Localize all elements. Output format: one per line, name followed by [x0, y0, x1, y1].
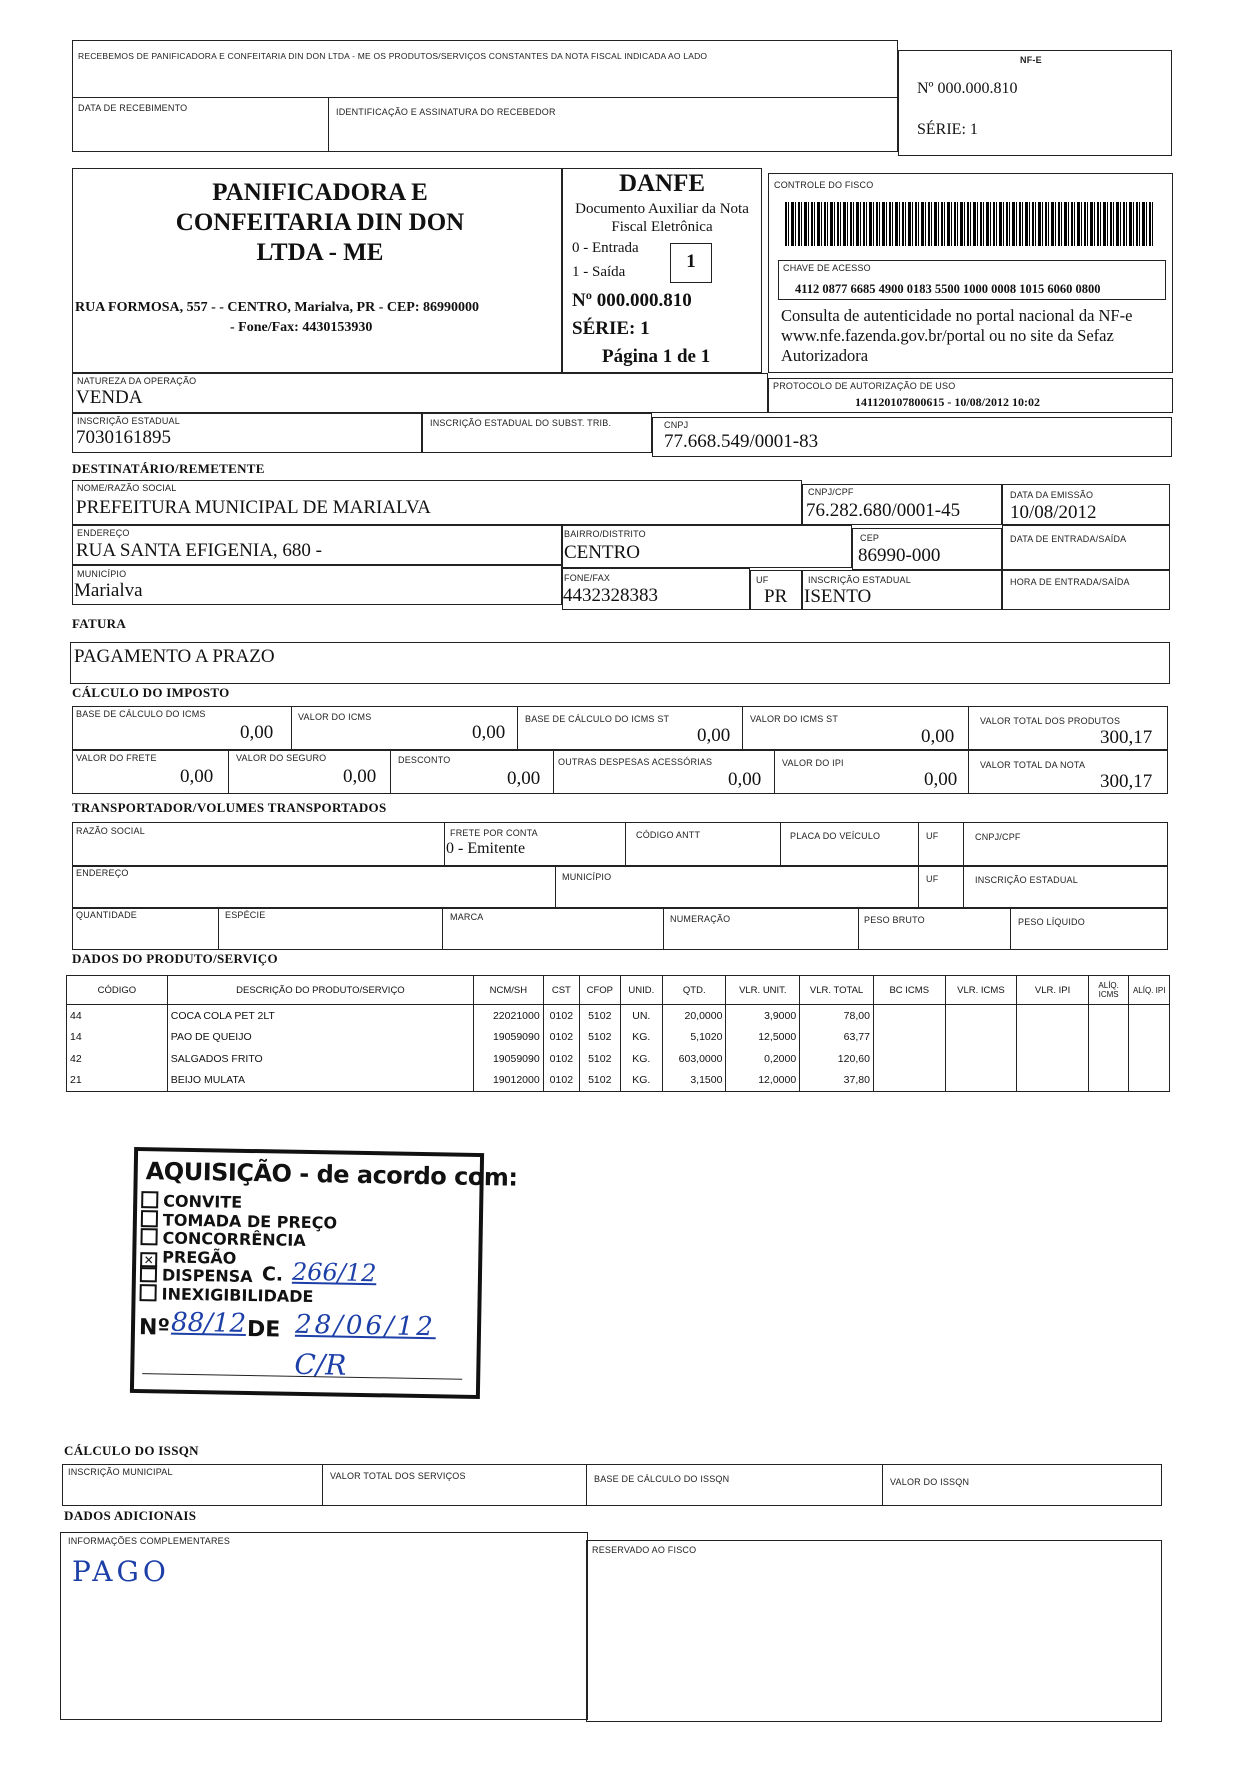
product-cell: BEIJO MULATA	[167, 1070, 473, 1092]
transp-row1-box	[72, 822, 1168, 866]
fatura-value: PAGAMENTO A PRAZO	[74, 646, 275, 667]
reservado-label: RESERVADO AO FISCO	[592, 1545, 697, 1555]
issqn-im-label: INSCRIÇÃO MUNICIPAL	[68, 1467, 173, 1477]
protocolo-value: 141120107800615 - 10/08/2012 10:02	[855, 395, 1040, 409]
imposto-label: BASE DE CÁLCULO DO ICMS ST	[525, 714, 670, 724]
product-cell: 21	[67, 1070, 168, 1092]
dest-uf-value: PR	[764, 586, 788, 607]
info-label: INFORMAÇÕES COMPLEMENTARES	[68, 1536, 231, 1546]
stamp-option-label: TOMADA DE PREÇO	[162, 1209, 338, 1233]
checkbox-icon	[140, 1265, 157, 1282]
issqn-sep	[882, 1464, 883, 1506]
transp-frete-label: FRETE POR CONTA	[450, 828, 538, 838]
imposto-label: BASE DE CÁLCULO DO ICMS	[76, 709, 206, 719]
natureza-label: NATUREZA DA OPERAÇÃO	[77, 376, 197, 386]
product-cell: 5102	[580, 1048, 621, 1070]
dest-ie-value: ISENTO	[804, 586, 872, 607]
transp-row2-box	[72, 866, 1168, 908]
product-cell: 0102	[543, 1070, 579, 1092]
protocolo-label: PROTOCOLO DE AUTORIZAÇÃO DE USO	[773, 381, 956, 391]
dest-bairro-value: CENTRO	[564, 542, 640, 563]
danfe-serie: SÉRIE: 1	[572, 318, 650, 339]
canhoto-receipt-text: RECEBEMOS DE PANIFICADORA E CONFEITARIA DIN DON LTDA - ME OS PRODUTOS/SERVIÇOS CONSTANTES DA NOTA FISCAL INDICADA AO LADO	[78, 51, 708, 61]
imposto-label: DESCONTO	[398, 755, 451, 765]
danfe-numero: Nº 000.000.810	[572, 290, 692, 311]
dest-fone-label: FONE/FAX	[564, 573, 611, 583]
barcode-icon	[785, 202, 1155, 246]
col-header-vlr-total: VLR. TOTAL	[800, 976, 874, 1005]
checked-box-icon: ✕	[140, 1252, 157, 1269]
transp-uf-label: UF	[926, 831, 939, 841]
col-header-vlr-unit: VLR. UNIT.	[726, 976, 800, 1005]
transp-endereco-label: ENDEREÇO	[76, 868, 129, 878]
imposto-label: VALOR DO ICMS ST	[750, 714, 839, 724]
dest-ie-label: INSCRIÇÃO ESTADUAL	[808, 575, 911, 585]
stamp-no-label: Nº	[138, 1315, 171, 1341]
transp-frete-value: 0 - Emitente	[446, 840, 526, 857]
col-header-codigo: CÓDIGO	[67, 976, 168, 1005]
product-cell: 22021000	[474, 1005, 544, 1027]
transportador-section-title: TRANSPORTADOR/VOLUMES TRANSPORTADOS	[72, 800, 387, 815]
imposto-row1-sep	[291, 706, 292, 750]
product-cell: 0102	[543, 1048, 579, 1070]
col-header-qtd: QTD.	[663, 976, 726, 1005]
imposto-row2-sep	[774, 750, 775, 794]
imposto-value: 0,00	[507, 768, 541, 789]
transp-sep	[442, 908, 443, 950]
dest-entrada-saida-label: DATA DE ENTRADA/SAÍDA	[1010, 534, 1127, 544]
danfe-saida: 1 - Saída	[572, 264, 626, 280]
issqn-sep	[322, 1464, 323, 1506]
identificacao-recebedor-label: IDENTIFICAÇÃO E ASSINATURA DO RECEBEDOR	[336, 107, 556, 117]
issqn-valor-label: VALOR DO ISSQN	[890, 1477, 970, 1487]
transp-uf2-label: UF	[926, 874, 939, 884]
product-cell	[945, 1048, 1017, 1070]
cnpj-emit-label: CNPJ	[664, 420, 689, 430]
dest-fone-value: 4432328383	[563, 585, 658, 606]
product-cell: 0102	[543, 1027, 579, 1049]
dest-entrada-saida-box	[1002, 525, 1170, 570]
imposto-value: 0,00	[921, 726, 955, 747]
product-cell	[945, 1027, 1017, 1049]
imposto-row1-box	[72, 706, 1168, 750]
transp-sep	[918, 822, 919, 866]
issqn-section-title: CÁLCULO DO ISSQN	[64, 1443, 199, 1458]
ie-value: 7030161895	[76, 427, 171, 448]
product-cell: 0,2000	[726, 1048, 800, 1070]
transp-quantidade-label: QUANTIDADE	[76, 910, 138, 920]
transp-sep	[218, 908, 219, 950]
danfe-titulo: DANFE	[618, 170, 706, 197]
canhoto-vdivider	[328, 97, 329, 152]
product-cell: 0102	[543, 1005, 579, 1027]
transp-sep	[963, 866, 964, 908]
imposto-row1-sep	[742, 706, 743, 750]
dest-municipio-value: Marialva	[74, 580, 143, 601]
stamp-title: AQUISIÇÃO - de acordo com:	[145, 1157, 518, 1192]
transp-sep	[555, 866, 556, 908]
product-cell: 20,0000	[663, 1005, 726, 1027]
emitente-endereco: RUA FORMOSA, 557 - - CENTRO, Marialva, PR - CEP: 86990000	[75, 300, 480, 315]
product-cell	[873, 1027, 945, 1049]
imposto-value: 0,00	[697, 725, 731, 746]
transp-sep	[780, 822, 781, 866]
fatura-section-title: FATURA	[72, 616, 127, 631]
imposto-label: VALOR TOTAL DA NOTA	[980, 760, 1086, 770]
transp-especie-label: ESPÉCIE	[225, 910, 266, 920]
product-cell	[945, 1005, 1017, 1027]
danfe-tipo: 1	[686, 251, 696, 272]
product-row	[67, 1027, 1170, 1049]
transp-razao-label: RAZÃO SOCIAL	[76, 826, 145, 836]
dest-cnpj-value: 76.282.680/0001-45	[806, 500, 961, 521]
product-cell: 78,00	[800, 1005, 874, 1027]
dest-cep-value: 86990-000	[858, 545, 941, 566]
col-header-vlr-icms: VLR. ICMS	[945, 976, 1017, 1005]
product-cell: PAO DE QUEIJO	[167, 1027, 473, 1049]
product-cell	[1017, 1027, 1089, 1049]
stamp-option	[141, 1191, 242, 1212]
dest-nome-value: PREFEITURA MUNICIPAL DE MARIALVA	[76, 497, 431, 518]
imposto-label: VALOR TOTAL DOS PRODUTOS	[980, 716, 1121, 726]
transp-sep	[625, 822, 626, 866]
issqn-base-label: BASE DE CÁLCULO DO ISSQN	[594, 1474, 730, 1484]
product-cell	[873, 1005, 945, 1027]
transp-sep	[858, 908, 859, 950]
product-cell: SALGADOS FRITO	[167, 1048, 473, 1070]
dest-municipio-box	[72, 565, 562, 605]
product-cell	[945, 1070, 1017, 1092]
product-cell	[1088, 1027, 1129, 1049]
product-cell	[1129, 1027, 1170, 1049]
imposto-label: OUTRAS DESPESAS ACESSÓRIAS	[558, 757, 713, 767]
transp-placa-label: PLACA DO VEÍCULO	[790, 831, 881, 841]
imposto-label: VALOR DO FRETE	[76, 753, 157, 763]
product-cell: 5102	[580, 1005, 621, 1027]
chave-acesso: 4112 0877 6685 4900 0183 5500 1000 0008 1015 6060 0800	[795, 282, 1101, 296]
imposto-value: 0,00	[728, 769, 762, 790]
reservado-box	[586, 1540, 1162, 1722]
imposto-label: VALOR DO ICMS	[298, 712, 372, 722]
product-cell	[1088, 1048, 1129, 1070]
product-cell	[873, 1070, 945, 1092]
natureza-value: VENDA	[76, 387, 143, 408]
imposto-value: 0,00	[472, 722, 506, 743]
product-cell: 5,1020	[663, 1027, 726, 1049]
imposto-row2-sep	[390, 750, 391, 794]
issqn-sep	[586, 1464, 587, 1506]
danfe-pagina: Página 1 de 1	[602, 346, 711, 367]
imposto-value: 300,17	[1100, 771, 1153, 792]
imposto-label: VALOR DO IPI	[782, 758, 844, 768]
imposto-row1-sep	[517, 706, 518, 750]
transp-peso-liquido-label: PESO LÍQUIDO	[1018, 917, 1085, 927]
imposto-value: 0,00	[240, 722, 274, 743]
product-cell: 12,5000	[726, 1027, 800, 1049]
checkbox-icon	[141, 1210, 158, 1227]
imposto-value: 300,17	[1100, 727, 1153, 748]
product-cell: KG.	[620, 1048, 663, 1070]
product-cell	[1088, 1070, 1129, 1092]
controle-fisco-label: CONTROLE DO FISCO	[774, 180, 874, 190]
imposto-value: 0,00	[343, 766, 377, 787]
product-row	[67, 1048, 1170, 1070]
dest-emissao-label: DATA DA EMISSÃO	[1010, 490, 1094, 500]
produtos-header-row	[67, 976, 1170, 1005]
stamp-option	[139, 1284, 313, 1306]
col-header-cst: CST	[543, 976, 579, 1005]
product-cell	[1017, 1048, 1089, 1070]
product-cell: 12,0000	[726, 1070, 800, 1092]
col-header-vlr-ipi: VLR. IPI	[1017, 976, 1089, 1005]
stamp-rubrica: C/R	[294, 1347, 347, 1382]
dest-hora-box	[1002, 570, 1170, 610]
dest-hora-label: HORA DE ENTRADA/SAÍDA	[1010, 577, 1130, 587]
stamp-c-label: C.	[261, 1263, 284, 1286]
stamp-no-value: 88/12	[170, 1307, 247, 1339]
data-recebimento-label: DATA DE RECEBIMENTO	[78, 103, 188, 113]
transp-marca-label: MARCA	[450, 912, 484, 922]
transp-numeracao-label: NUMERAÇÃO	[670, 914, 731, 924]
imposto-row2-sep	[228, 750, 229, 794]
product-cell	[1129, 1048, 1170, 1070]
product-cell	[873, 1048, 945, 1070]
info-handwritten: PAGO	[72, 1555, 170, 1588]
stamp-c-value: 266/12	[291, 1257, 377, 1288]
emitente-nome: PANIFICADORA E CONFEITARIA DIN DON LTDA - ME	[175, 179, 465, 266]
product-cell: 63,77	[800, 1027, 874, 1049]
dest-emissao-value: 10/08/2012	[1010, 502, 1097, 523]
col-header-descricao: DESCRIÇÃO DO PRODUTO/SERVIÇO	[167, 976, 473, 1005]
product-cell: 603,0000	[663, 1048, 726, 1070]
dest-uf-label: UF	[756, 575, 769, 585]
product-cell: 3,9000	[726, 1005, 800, 1027]
product-cell	[1017, 1070, 1089, 1092]
product-cell: KG.	[620, 1027, 663, 1049]
col-header-aliq-ipi: ALÍQ. IPI	[1129, 976, 1170, 1005]
product-cell: 14	[67, 1027, 168, 1049]
product-cell: 5102	[580, 1070, 621, 1092]
product-cell: 19059090	[474, 1027, 544, 1049]
product-cell	[1129, 1005, 1170, 1027]
transp-sep	[963, 822, 964, 866]
transp-sep	[444, 822, 445, 866]
chave-label: CHAVE DE ACESSO	[783, 263, 871, 273]
issqn-servicos-label: VALOR TOTAL DOS SERVIÇOS	[330, 1471, 466, 1481]
product-cell	[1129, 1070, 1170, 1092]
produtos-table	[66, 975, 1170, 1092]
transp-cnpj-label: CNPJ/CPF	[975, 832, 1021, 842]
imposto-section-title: CÁLCULO DO IMPOSTO	[72, 685, 230, 700]
destinatario-section-title: DESTINATÁRIO/REMETENTE	[72, 461, 265, 476]
product-cell: 5102	[580, 1027, 621, 1049]
canhoto-serie: SÉRIE: 1	[917, 121, 978, 138]
canhoto-nfe-box	[898, 50, 1172, 156]
stamp-option-label: PREGÃO	[162, 1246, 237, 1268]
dest-cep-label: CEP	[860, 533, 880, 543]
imposto-row2-sep	[553, 750, 554, 794]
adicionais-section-title: DADOS ADICIONAIS	[64, 1508, 197, 1523]
checkbox-icon	[141, 1191, 158, 1208]
consulta-text: Consulta de autenticidade no portal nacional da NF-e www.nfe.fazenda.gov.br/portal ou no site da Sefaz Autorizadora	[781, 306, 1133, 365]
stamp-option-label: DISPENSA	[161, 1265, 253, 1287]
checkbox-icon	[139, 1284, 156, 1301]
stamp-option-label: CONCORRÊNCIA	[162, 1228, 306, 1250]
emitente-fone: - Fone/Fax: 4430153930	[230, 320, 373, 335]
product-row	[67, 1005, 1170, 1027]
transp-antt-label: CÓDIGO ANTT	[636, 830, 701, 840]
product-cell: 37,80	[800, 1070, 874, 1092]
col-header-ncm: NCM/SH	[474, 976, 544, 1005]
product-row	[67, 1070, 1170, 1092]
danfe-subtitulo: Documento Auxiliar da Nota Fiscal Eletrônica	[575, 201, 749, 235]
dest-cnpj-label: CNPJ/CPF	[808, 487, 854, 497]
product-cell	[1017, 1005, 1089, 1027]
aquisicao-stamp	[130, 1147, 518, 1399]
col-header-bc-icms: BC ICMS	[873, 976, 945, 1005]
imposto-row1-sep	[968, 706, 969, 750]
imposto-row2-sep	[968, 750, 969, 794]
produtos-section-title: DADOS DO PRODUTO/SERVIÇO	[72, 951, 278, 966]
imposto-value: 0,00	[924, 769, 958, 790]
ie-label: INSCRIÇÃO ESTADUAL	[77, 416, 180, 426]
stamp-de-label: DE	[246, 1316, 281, 1343]
transp-sep	[1010, 908, 1011, 950]
cnpj-emit-value: 77.668.549/0001-83	[664, 431, 819, 452]
product-cell	[1088, 1005, 1129, 1027]
product-cell: 120,60	[800, 1048, 874, 1070]
checkbox-icon	[140, 1228, 157, 1245]
dest-municipio-label: MUNICÍPIO	[77, 569, 127, 579]
canhoto-numero: Nº 000.000.810	[917, 80, 1018, 97]
stamp-option-label: INEXIGIBILIDADE	[161, 1283, 314, 1306]
product-cell: 19059090	[474, 1048, 544, 1070]
product-cell: 19012000	[474, 1070, 544, 1092]
dest-bairro-label: BAIRRO/DISTRITO	[564, 529, 646, 539]
danfe-entrada: 0 - Entrada	[572, 240, 639, 256]
canhoto-nfe-label: NF-E	[1020, 55, 1042, 65]
col-header-cfop: CFOP	[580, 976, 621, 1005]
issqn-box	[62, 1464, 1162, 1506]
stamp-option-label: CONVITE	[163, 1191, 243, 1212]
product-cell: 3,1500	[663, 1070, 726, 1092]
transp-ie-label: INSCRIÇÃO ESTADUAL	[975, 875, 1078, 885]
dest-endereco-value: RUA SANTA EFIGENIA, 680 -	[76, 540, 323, 561]
product-cell: UN.	[620, 1005, 663, 1027]
col-header-unid: UNID.	[620, 976, 663, 1005]
imposto-value: 0,00	[180, 766, 214, 787]
col-header-aliq-icms: ALÍQ. ICMS	[1088, 976, 1129, 1005]
transp-sep	[663, 908, 664, 950]
stamp-de-value: 28/06/12	[294, 1309, 437, 1343]
ie-st-label: INSCRIÇÃO ESTADUAL DO SUBST. TRIB.	[430, 418, 612, 428]
product-cell: COCA COLA PET 2LT	[167, 1005, 473, 1027]
transp-peso-bruto-label: PESO BRUTO	[864, 915, 925, 925]
dest-endereco-label: ENDEREÇO	[77, 528, 130, 538]
transp-municipio-label: MUNICÍPIO	[562, 872, 612, 882]
canhoto-divider	[72, 97, 898, 98]
imposto-label: VALOR DO SEGURO	[236, 753, 327, 763]
product-cell: KG.	[620, 1070, 663, 1092]
product-cell: 44	[67, 1005, 168, 1027]
dest-nome-label: NOME/RAZÃO SOCIAL	[77, 483, 177, 493]
product-cell: 42	[67, 1048, 168, 1070]
transp-sep	[918, 866, 919, 908]
